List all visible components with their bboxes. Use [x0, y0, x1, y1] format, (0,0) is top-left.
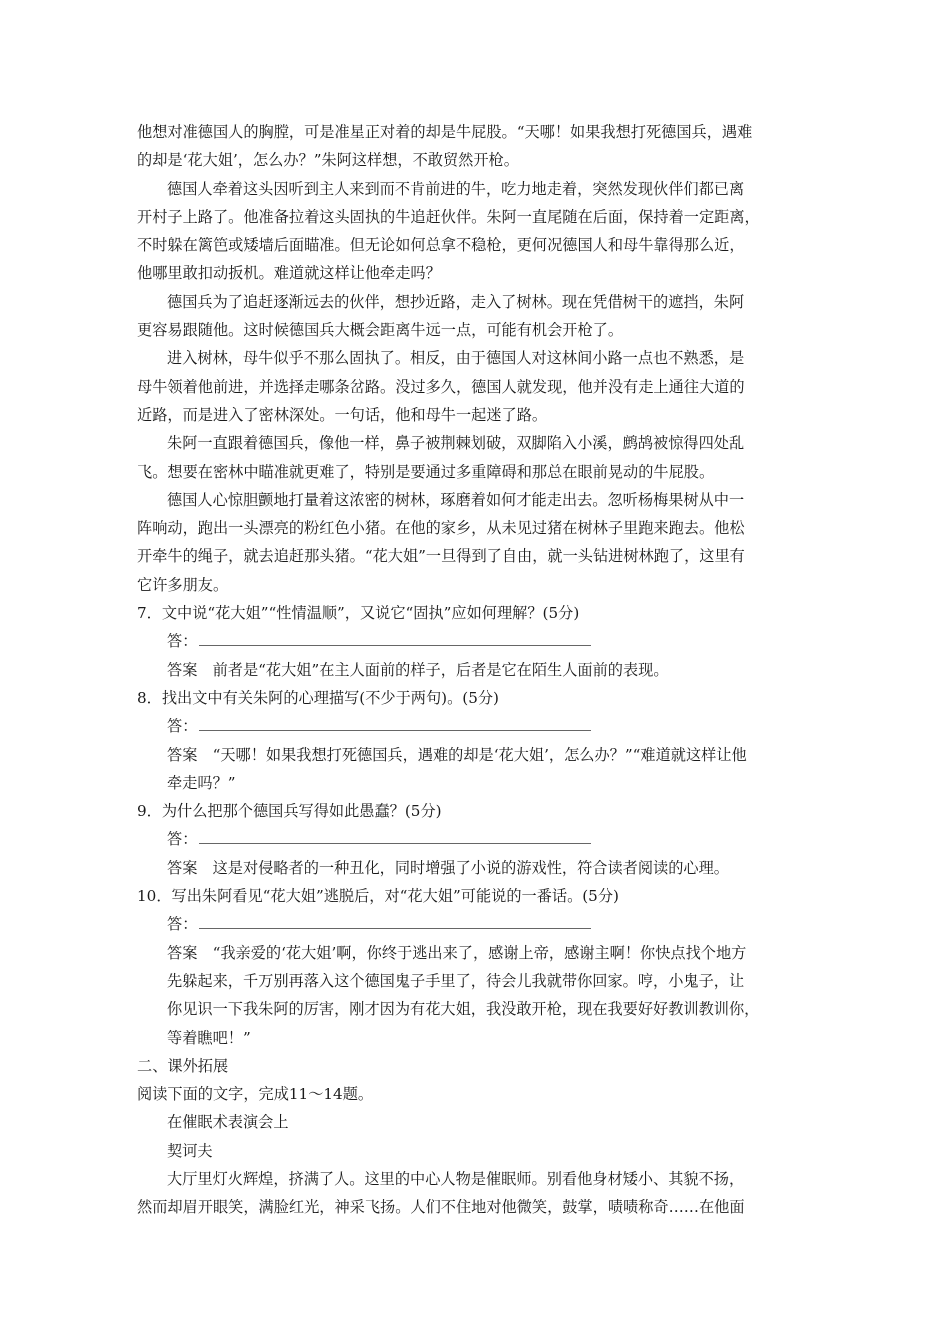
- story-title: 在催眠术表演会上: [167, 1113, 289, 1132]
- passage-line: 德国人心惊胆颤地打量着这浓密的树林，琢磨着如何才能走出去。忽听杨梅果树从中一: [167, 490, 745, 509]
- answer-prompt: 答：: [167, 830, 198, 849]
- question-text: 7．文中说“花大姐”“性情温顺”，又说它“固执”应如何理解？(5分): [137, 604, 580, 623]
- question-item: [137, 797, 813, 882]
- answer-blank-line: [199, 826, 591, 844]
- passage-line: 它许多朋友。: [137, 575, 229, 594]
- question-item: [137, 684, 813, 797]
- answer-key-line: 你见识一下我朱阿的厉害，刚才因为有花大姐，我没敢开枪，现在我要好好教训教训你，: [167, 1000, 760, 1019]
- passage-line: 德国人牵着这头因听到主人来到而不肯前进的牛，吃力地走着，突然发现伙伴们都已离: [167, 179, 745, 198]
- reading-instruction: 阅读下面的文字，完成11～14题。: [137, 1085, 374, 1104]
- passage-line: 朱阿一直跟着德国兵，像他一样，鼻子被荆棘划破，双脚陷入小溪，鹧鸪被惊得四处乱: [167, 434, 745, 453]
- answer-key-line: 等着瞧吧！”: [167, 1028, 251, 1047]
- answer-prompt: 答：: [167, 632, 198, 651]
- passage-line: 近路，而是进入了密林深处。一句话，他和母牛一起迷了路。: [137, 405, 548, 424]
- question-text: 8．找出文中有关朱阿的心理描写(不少于两句)。(5分): [137, 688, 499, 707]
- answer-row: [137, 825, 813, 853]
- answer-blank-line: [199, 713, 591, 731]
- answer-row: [137, 910, 813, 938]
- answer-row: [137, 712, 813, 740]
- passage-line: 他想对准德国人的胸膛，可是准星正对着的却是牛屁股。“天哪！如果我想打死德国兵，遇难: [137, 123, 753, 141]
- answer-row: [137, 627, 813, 655]
- passage-line: 阵响动，跑出一头漂亮的粉红色小猪。在他的家乡，从未见过猪在树林子里跑来跑去。他松: [137, 519, 745, 538]
- passage-line: 不时躲在篱笆或矮墙后面瞄准。但无论如何总拿不稳枪，更何况德国人和母牛靠得那么近，: [137, 236, 745, 255]
- answer-key-line: 先躲起来，千万别再落入这个德国鬼子手里了，待会儿我就带你回家。哼，小鬼子，让: [167, 971, 745, 990]
- question-item: [137, 882, 813, 1052]
- passage-line: 飞。想要在密林中瞄准就更难了，特别是要通过多重障碍和那总在眼前晃动的牛屁股。: [137, 462, 715, 481]
- story-author: 契诃夫: [167, 1141, 213, 1160]
- question-text: 9．为什么把那个德国兵写得如此愚蠢？(5分): [137, 802, 442, 821]
- answer-prompt: 答：: [167, 915, 198, 934]
- question-text: 10．写出朱阿看见“花大姐”逃脱后，对“花大姐”可能说的一番话。(5分): [137, 887, 619, 906]
- answer-key-line: 答案 前者是“花大姐”在主人面前的样子，后者是它在陌生人面前的表现。: [167, 660, 669, 679]
- passage-line: 更容易跟随他。这时候德国兵大概会距离牛远一点，可能有机会开枪了。: [137, 321, 623, 340]
- document-page: [137, 118, 813, 1222]
- story-text: [137, 1165, 813, 1222]
- passage-line: 的却是‘花大姐’，怎么办？”朱阿这样想，不敢贸然开枪。: [137, 151, 519, 170]
- question-item: [137, 599, 813, 684]
- passage-text: [137, 118, 813, 599]
- passage-line: 他哪里敢扣动扳机。难道就这样让他牵走吗？: [137, 264, 441, 283]
- passage-line: 德国兵为了追赶逐渐远去的伙伴，想抄近路，走入了树林。现在凭借树干的遮挡，朱阿: [167, 292, 745, 311]
- story-line: 大厅里灯火辉煌，挤满了人。这里的中心人物是催眠师。别看他身材矮小、其貌不扬，: [167, 1169, 745, 1188]
- passage-line: 进入树林，母牛似乎不那么固执了。相反，由于德国人对这林间小路一点也不熟悉，是: [167, 349, 745, 368]
- passage-line: 母牛领着他前进，并选择走哪条岔路。没过多久，德国人就发现，他并没有走上通往大道的: [137, 377, 745, 396]
- answer-key-line: 答案 “天哪！如果我想打死德国兵，遇难的却是‘花大姐’，怎么办？”“难道就这样让他: [167, 745, 747, 764]
- answer-key-line: 答案 “我亲爱的‘花大姐’啊，你终于逃出来了，感谢上帝，感谢主啊！你快点找个地方: [167, 943, 747, 962]
- answer-blank-line: [199, 911, 591, 929]
- answer-key-line: 牵走吗？”: [167, 773, 236, 792]
- answer-key-line: 答案 这是对侵略者的一种丑化，同时增强了小说的游戏性，符合读者阅读的心理。: [167, 858, 729, 877]
- story-line: 然而却眉开眼笑，满脸红光，神采飞扬。人们不住地对他微笑，鼓掌，啧啧称奇……在他面: [137, 1198, 745, 1217]
- answer-blank-line: [199, 628, 591, 646]
- section-heading: 二、课外拓展: [137, 1056, 229, 1075]
- question-list: [137, 599, 813, 1052]
- passage-line: 开牵牛的绳子，就去追赶那头猪。“花大姐”一旦得到了自由，就一头钻进树林跑了，这里有: [137, 547, 745, 566]
- passage-line: 开村子上路了。他准备拉着这头固执的牛追赶伙伴。朱阿一直尾随在后面，保持着一定距离，: [137, 207, 760, 226]
- answer-prompt: 答：: [167, 717, 198, 736]
